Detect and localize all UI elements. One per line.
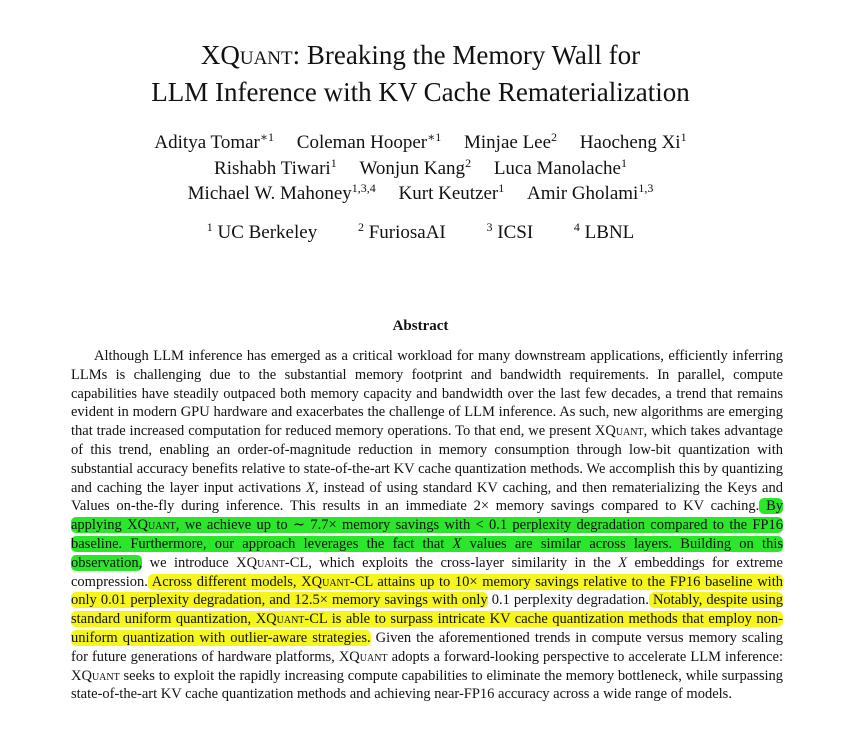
author: Michael W. Mahoney$^{1,3,4}$ [187, 181, 376, 204]
author-row-1 [0, 130, 841, 156]
affiliation-list [0, 220, 841, 246]
title-line-2: LLM Inference with KV Cache Rematerialization [151, 77, 690, 107]
highlight-yellow: Across different models, XQuant-CL attains up to 10× memory savings relative to the FP16 baseline with only 0.01 perplexity degradation, and 12.5× memory savings with only [71, 573, 783, 609]
author: Minjae Lee$^2$ [464, 130, 558, 153]
title-line-1 [0, 37, 841, 74]
abstract-heading: Abstract [392, 318, 449, 334]
highlight-yellow: Notably, despite using standard uniform quantization, XQuant-CL is able to surpass intricate KV cache quantization methods that employ non-uniform quantization with outlier-aware strategies. [71, 592, 784, 646]
paper-title [0, 37, 841, 111]
affiliation: $^4$ LBNL [573, 220, 635, 243]
author: Amir Gholami$^{1,3}$ [526, 181, 654, 204]
author-list [0, 130, 841, 207]
author: Wonjun Kang$^2$ [359, 155, 472, 179]
author: Aditya Tomar$^{∗1}$ [154, 130, 275, 153]
abstract-body: Although LLM inference has emerged as a critical workload for many downstream applications, efficiently inferring LLMs is challenging due to the substantial memory footprint and bandwidth requirements. In parallel, compute capabilities have steadily outpaced both memory capacity and bandwidth over the last few decades, a trend that remains evident in modern GPU hardware and exacerbates the challenge of LLM inference. As such, new algorithms are emerging that trade increased computation for reduced memory operations. To that end, we present XQuant, which takes advantage of this trend, enabling an order-of-magnitude reduction in memory consumption through low-bit quantization with substantial accuracy benefits relative to state-of-the-art KV cache quantization methods. We accomplish this by quantizing and caching the layer input activations X, instead of using standard KV caching, and then rematerializing the Keys and Values on-the-fly during inference. This results in an immediate 2× memory savings compared to KV caching. By applying XQuant, we achieve up to ∼ 7.7× memory savings with < 0.1 perplexity degradation compared to the FP16 baseline. Furthermore, our approach leverages the fact that X values are similar across layers. Building on this observation, we introduce XQuant-CL, which exploits the cross-layer similarity in the X embeddings for extreme compression. Across different models, XQuant-CL attains up to 10× memory savings relative to the FP16 baseline with only 0.01 perplexity degradation, and 12.5× memory savings with only 0.1 perplexity degradation. Notably, despite using standard uniform quantization, XQuant-CL is able to surpass intricate KV cache quantization methods that employ non-uniform quantization with outlier-aware strategies. Given the aforementioned trends in compute versus memory scaling for future generations of hardware platforms, XQuant adopts a forward-looking perspective to accelerate LLM inference: XQuant seeks to exploit the rapidly increasing compute capabilities to eliminate the memory bottleneck, while surpassing state-of-the-art KV cache quantization methods and achieving near-FP16 accuracy across a wide range of models. [71, 348, 784, 703]
title-product-name: XQuant [200, 40, 293, 70]
author: Rishabh Tiwari$^1$ [214, 155, 337, 179]
author: Haocheng Xi$^1$ [579, 130, 687, 153]
author: Luca Manolache$^1$ [493, 155, 627, 179]
author: Coleman Hooper$^{∗1}$ [296, 130, 442, 153]
author-row-3 [0, 181, 841, 207]
affiliation: $^2$ FuriosaAI [357, 220, 446, 243]
author-row-2 [0, 156, 841, 182]
affiliation: $^3$ ICSI [486, 220, 534, 243]
affiliation: $^1$ UC Berkeley [206, 220, 318, 243]
author: Kurt Keutzer$^1$ [398, 181, 505, 204]
title-line-1-rest: : Breaking the Memory Wall for [292, 40, 641, 70]
highlight-green: By applying XQuant, we achieve up to ∼ 7.7× memory savings with < 0.1 perplexity degradation compared to the FP16 baseline. Furthermore, our approach leverages the fact that X values are similar across layers. Building on this observation, [71, 498, 784, 571]
